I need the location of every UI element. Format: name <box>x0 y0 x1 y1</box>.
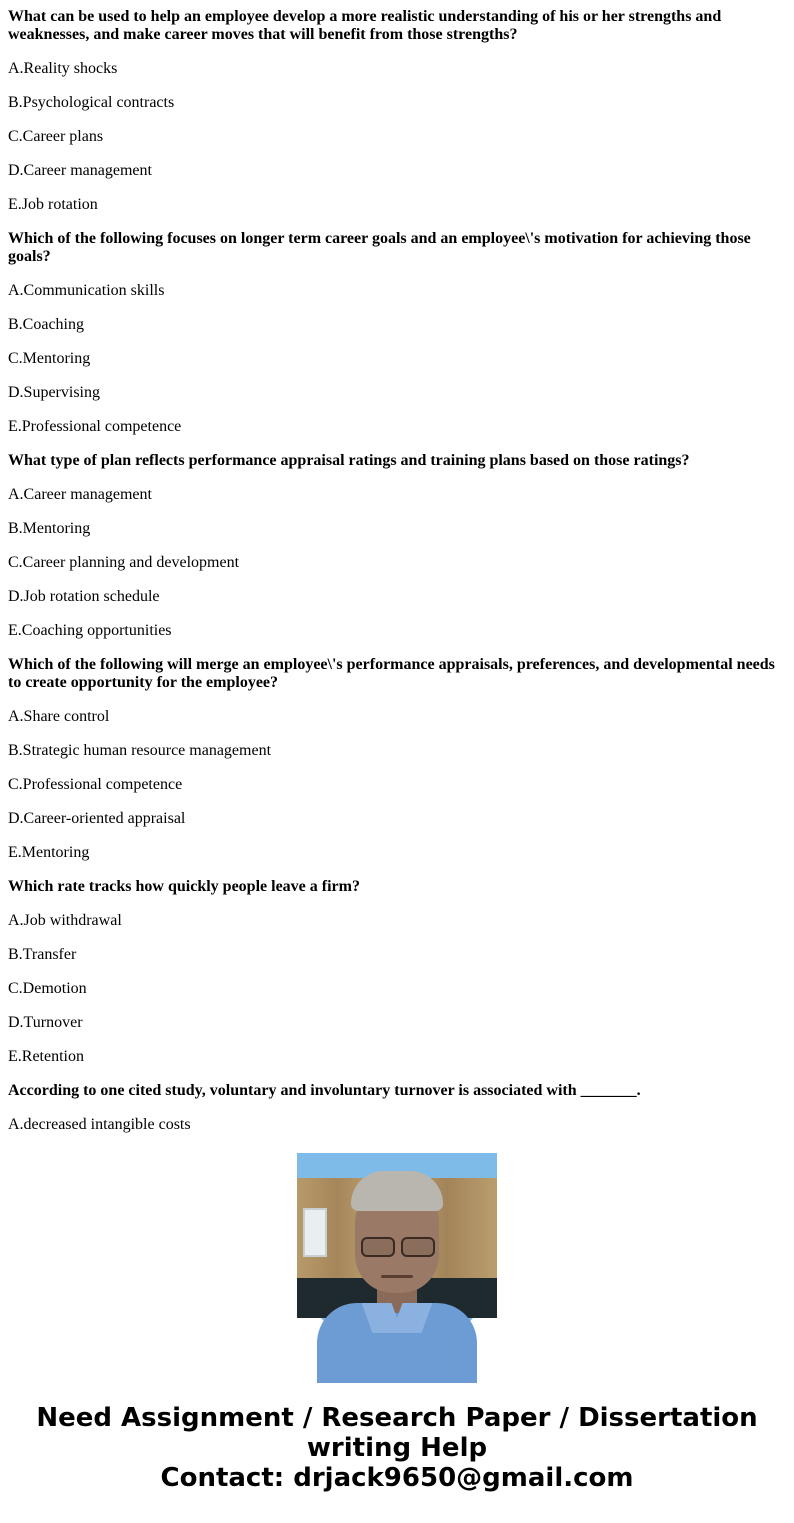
question-text: What can be used to help an employee develop a more realistic understanding of his or her strengths and weaknesses, and make career moves that will benefit from those strengths? <box>8 8 722 43</box>
answer-option: A.Reality shocks <box>8 60 118 77</box>
question-block-5 <box>8 878 786 1066</box>
answer-option: D.Career-oriented appraisal <box>8 810 186 827</box>
answer-option: B.Psychological contracts <box>8 94 175 111</box>
answer-option: E.Mentoring <box>8 844 90 861</box>
answer-option: D.Career management <box>8 162 152 179</box>
question-text: Which rate tracks how quickly people leave a firm? <box>8 878 360 895</box>
answer-option: C.Mentoring <box>8 350 91 367</box>
answer-option: D.Supervising <box>8 384 100 401</box>
question-block-1 <box>8 8 786 214</box>
glasses-lens-left <box>361 1237 395 1257</box>
question-block-3 <box>8 452 786 640</box>
answer-option: B.Mentoring <box>8 520 91 537</box>
answer-option: B.Transfer <box>8 946 77 963</box>
answer-option: C.Career planning and development <box>8 554 240 571</box>
answer-option: E.Job rotation <box>8 196 98 213</box>
answer-option: A.Job withdrawal <box>8 912 122 929</box>
avatar-mouth <box>381 1275 413 1278</box>
question-text: According to one cited study, voluntary and involuntary turnover is associated with _______. <box>8 1082 641 1099</box>
question-list <box>8 0 786 1133</box>
glasses-icon <box>361 1237 435 1255</box>
question-block-2 <box>8 230 786 436</box>
question-text: Which of the following focuses on longer term career goals and an employee\'s motivation for achieving those goals? <box>8 230 751 265</box>
answer-option: C.Career plans <box>8 128 104 145</box>
answer-option: D.Job rotation schedule <box>8 588 160 605</box>
glasses-lens-right <box>401 1237 435 1257</box>
answer-option: A.decreased intangible costs <box>8 1116 191 1133</box>
answer-option: B.Strategic human resource management <box>8 742 272 759</box>
question-block-6 <box>8 1082 786 1134</box>
answer-option: D.Turnover <box>8 1014 83 1031</box>
promo-line-1: Need Assignment / Research Paper / Dissertation <box>36 1403 758 1433</box>
avatar-window <box>303 1208 327 1257</box>
question-block-4 <box>8 656 786 862</box>
author-avatar <box>297 1153 497 1353</box>
answer-option: B.Coaching <box>8 316 84 333</box>
question-text: What type of plan reflects performance appraisal ratings and training plans based on those ratings? <box>8 452 690 469</box>
promo-line-2: writing Help <box>306 1433 488 1463</box>
answer-option: E.Coaching opportunities <box>8 622 172 639</box>
answer-option: E.Retention <box>8 1048 84 1065</box>
answer-option: C.Demotion <box>8 980 87 997</box>
answer-option: A.Career management <box>8 486 152 503</box>
question-text: Which of the following will merge an employee\'s performance appraisals, preferences, and developmental needs to create opportunity for the employee? <box>8 656 775 691</box>
answer-option: A.Share control <box>8 708 110 725</box>
promo-contact: Contact: drjack9650@gmail.com <box>160 1463 634 1493</box>
promo-banner <box>0 1403 794 1493</box>
answer-option: C.Professional competence <box>8 776 183 793</box>
answer-option: E.Professional competence <box>8 418 182 435</box>
avatar-hair <box>351 1171 443 1211</box>
answer-option: A.Communication skills <box>8 282 165 299</box>
